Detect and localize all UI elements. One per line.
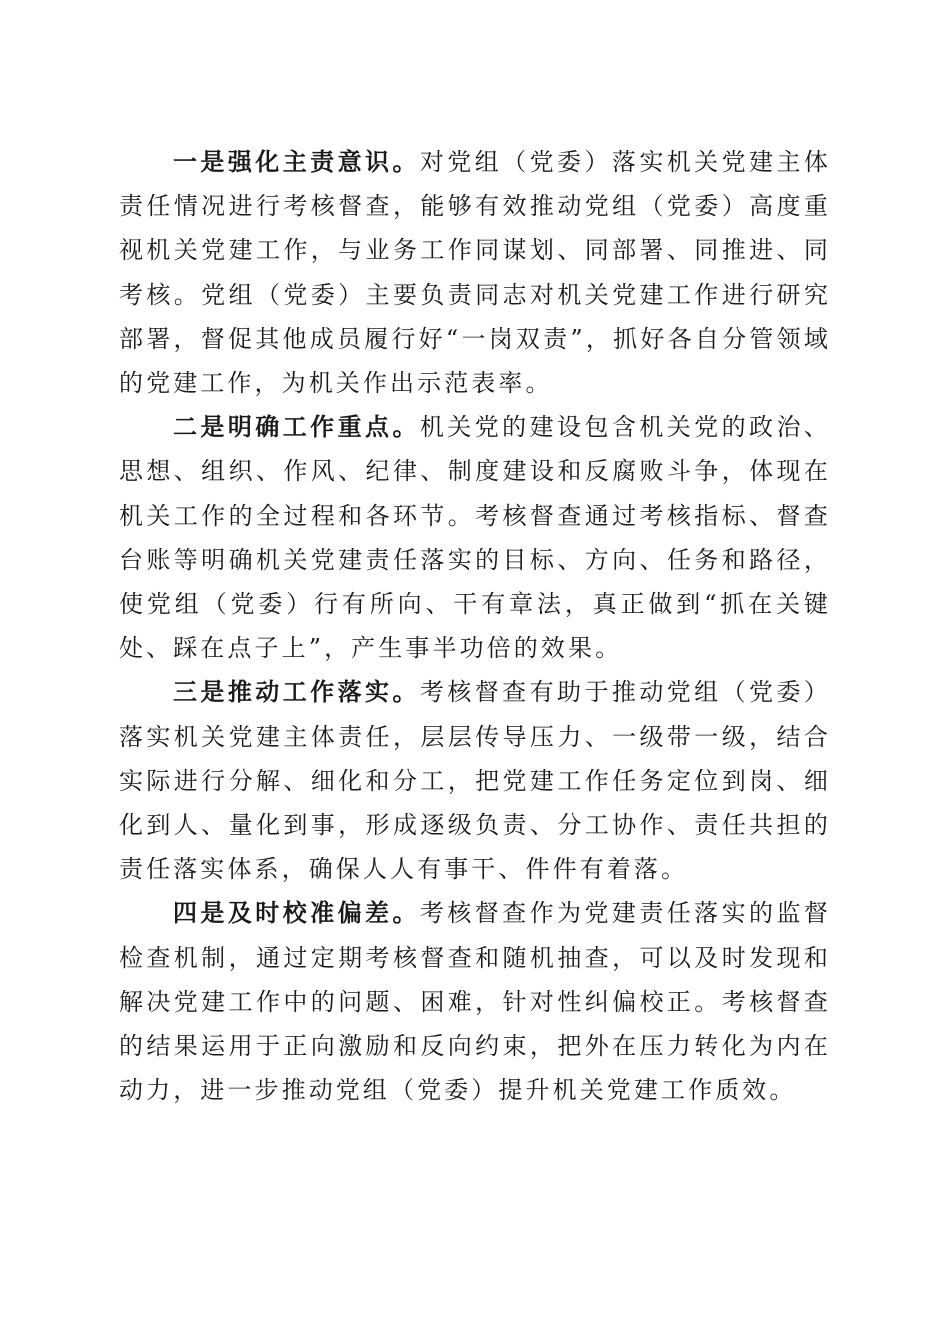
paragraph-1-lead: 一是强化主责意识。 <box>173 147 420 176</box>
paragraph-3-body: 考核督查有助于推动党组（党委）落实机关党建主体责任，层层传导压力、一级带一级，结合实际进行分解、细化和分工，把党建工作任务定位到岗、细化到人、量化到事，形成逐级负责、分工协作、责任共担的责任落实体系，确保人人有事干、件件有着落。 <box>119 678 831 884</box>
paragraph-2-lead: 二是明确工作重点。 <box>173 412 420 442</box>
paragraph-2 <box>119 405 831 670</box>
paragraph-1-body: 对党组（党委）落实机关党建主体责任情况进行考核督查，能够有效推动党组（党委）高度重视机关党建工作，与业务工作同谋划、同部署、同推进、同考核。党组（党委）主要负责同志对机关党建工作进行研究部署，督促其他成员履行好“一岗双责”，抓好各自分管领域的党建工作，为机关作出示范表率。 <box>119 148 831 398</box>
paragraph-1 <box>119 140 831 405</box>
paragraph-4 <box>119 891 831 1112</box>
paragraph-3 <box>119 670 831 891</box>
paragraph-3-lead: 三是推动工作落实。 <box>173 677 420 707</box>
paragraph-4-lead: 四是及时校准偏差。 <box>173 898 420 928</box>
paragraph-4-body: 考核督查作为党建责任落实的监督检查机制，通过定期考核督查和随机抽查，可以及时发现和解决党建工作中的问题、困难，针对性纠偏校正。考核督查的结果运用于正向激励和反向约束，把外在压力转化为内在动力，进一步推动党组（党委）提升机关党建工作质效。 <box>119 899 831 1105</box>
paragraph-2-body: 机关党的建设包含机关党的政治、思想、组织、作风、纪律、制度建设和反腐败斗争，体现在机关工作的全过程和各环节。考核督查通过考核指标、督查台账等明确机关党建责任落实的目标、方向、任务和路径，使党组（党委）行有所向、干有章法，真正做到“抓在关键处、踩在点子上”，产生事半功倍的效果。 <box>119 413 831 663</box>
document-body <box>119 140 831 1112</box>
